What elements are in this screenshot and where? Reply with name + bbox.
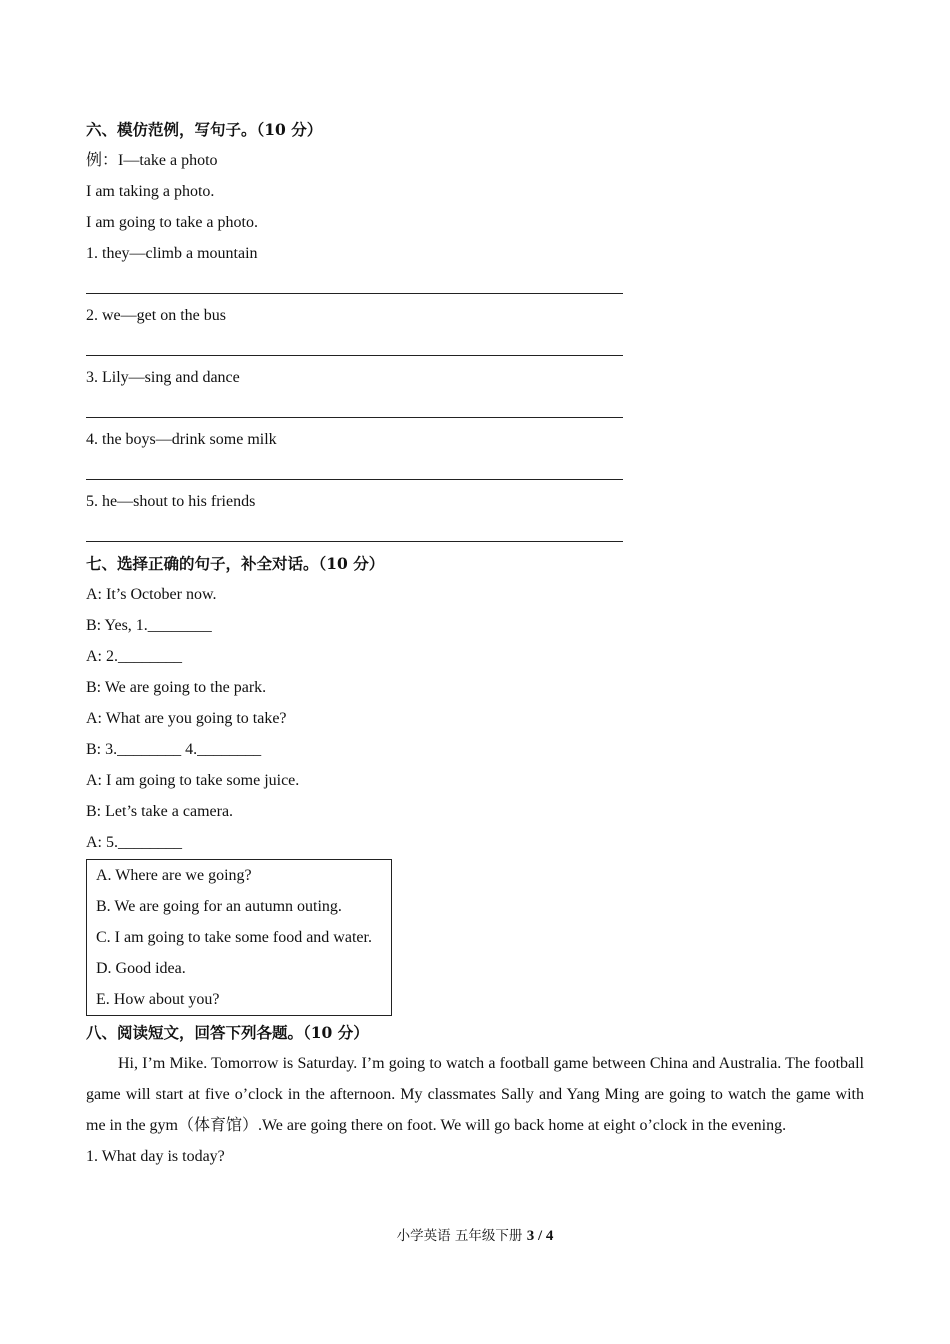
page-total: 4 xyxy=(545,1228,554,1244)
option-a: A. Where are we going? xyxy=(96,867,252,884)
options-box xyxy=(86,859,392,1016)
dialogue-line: A: 5.________ xyxy=(86,834,182,851)
dialogue-line: B: Let’s take a camera. xyxy=(86,803,234,820)
example-answer-1: I am taking a photo. xyxy=(86,183,215,200)
option-d: D. Good idea. xyxy=(96,960,186,977)
dialogue-line: A: I am going to take some juice. xyxy=(86,772,300,789)
answer-line-1[interactable] xyxy=(86,269,864,300)
page-footer xyxy=(0,1224,950,1248)
example-prompt: 例：I—take a photo xyxy=(86,152,218,169)
answer-line-4[interactable] xyxy=(86,455,864,486)
section-8-heading: 八、阅读短文，回答下列各题。（10 分） xyxy=(86,1023,369,1042)
dialogue-line: B: Yes, 1.________ xyxy=(86,617,212,634)
answer-line-3[interactable] xyxy=(86,393,864,424)
section-6-heading: 六、模仿范例，写句子。（10 分） xyxy=(86,120,323,139)
option-c: C. I am going to take some food and water. xyxy=(96,929,372,946)
exercise-item-1: 1. they—climb a mountain xyxy=(86,245,258,262)
dialogue-line: A: What are you going to take? xyxy=(86,710,287,727)
dialogue-line: B: 3.________ 4.________ xyxy=(86,741,262,758)
dialogue-line: B: We are going to the park. xyxy=(86,679,267,696)
option-e: E. How about you? xyxy=(96,991,220,1008)
page-separator: / xyxy=(534,1228,546,1244)
dialogue-line: A: 2.________ xyxy=(86,648,182,665)
answer-line-5[interactable] xyxy=(86,517,864,548)
question-1: 1. What day is today? xyxy=(86,1148,225,1165)
exercise-item-2: 2. we—get on the bus xyxy=(86,307,226,324)
reading-passage: Hi, I’m Mike. Tomorrow is Saturday. I’m going to watch a football game between China and Australia. The football game will start at five o’clock in the afternoon. My classmates Sally and Yang Ming are going to watch the game with me in the gym（体育馆）.We are going there on foot. We will go back home at eight o’clock in the evening. xyxy=(86,1055,864,1134)
worksheet-page xyxy=(86,114,864,1172)
page-number: 3 xyxy=(526,1228,535,1244)
section-7-heading: 七、选择正确的句子，补全对话。（10 分） xyxy=(86,554,385,573)
exercise-item-3: 3. Lily—sing and dance xyxy=(86,369,240,386)
exercise-item-4: 4. the boys—drink some milk xyxy=(86,431,277,448)
option-b: B. We are going for an autumn outing. xyxy=(96,898,342,915)
example-answer-2: I am going to take a photo. xyxy=(86,214,258,231)
footer-text: 小学英语 五年级下册 xyxy=(396,1228,527,1244)
dialogue-line: A: It’s October now. xyxy=(86,586,217,603)
answer-line-2[interactable] xyxy=(86,331,864,362)
exercise-item-5: 5. he—shout to his friends xyxy=(86,493,256,510)
